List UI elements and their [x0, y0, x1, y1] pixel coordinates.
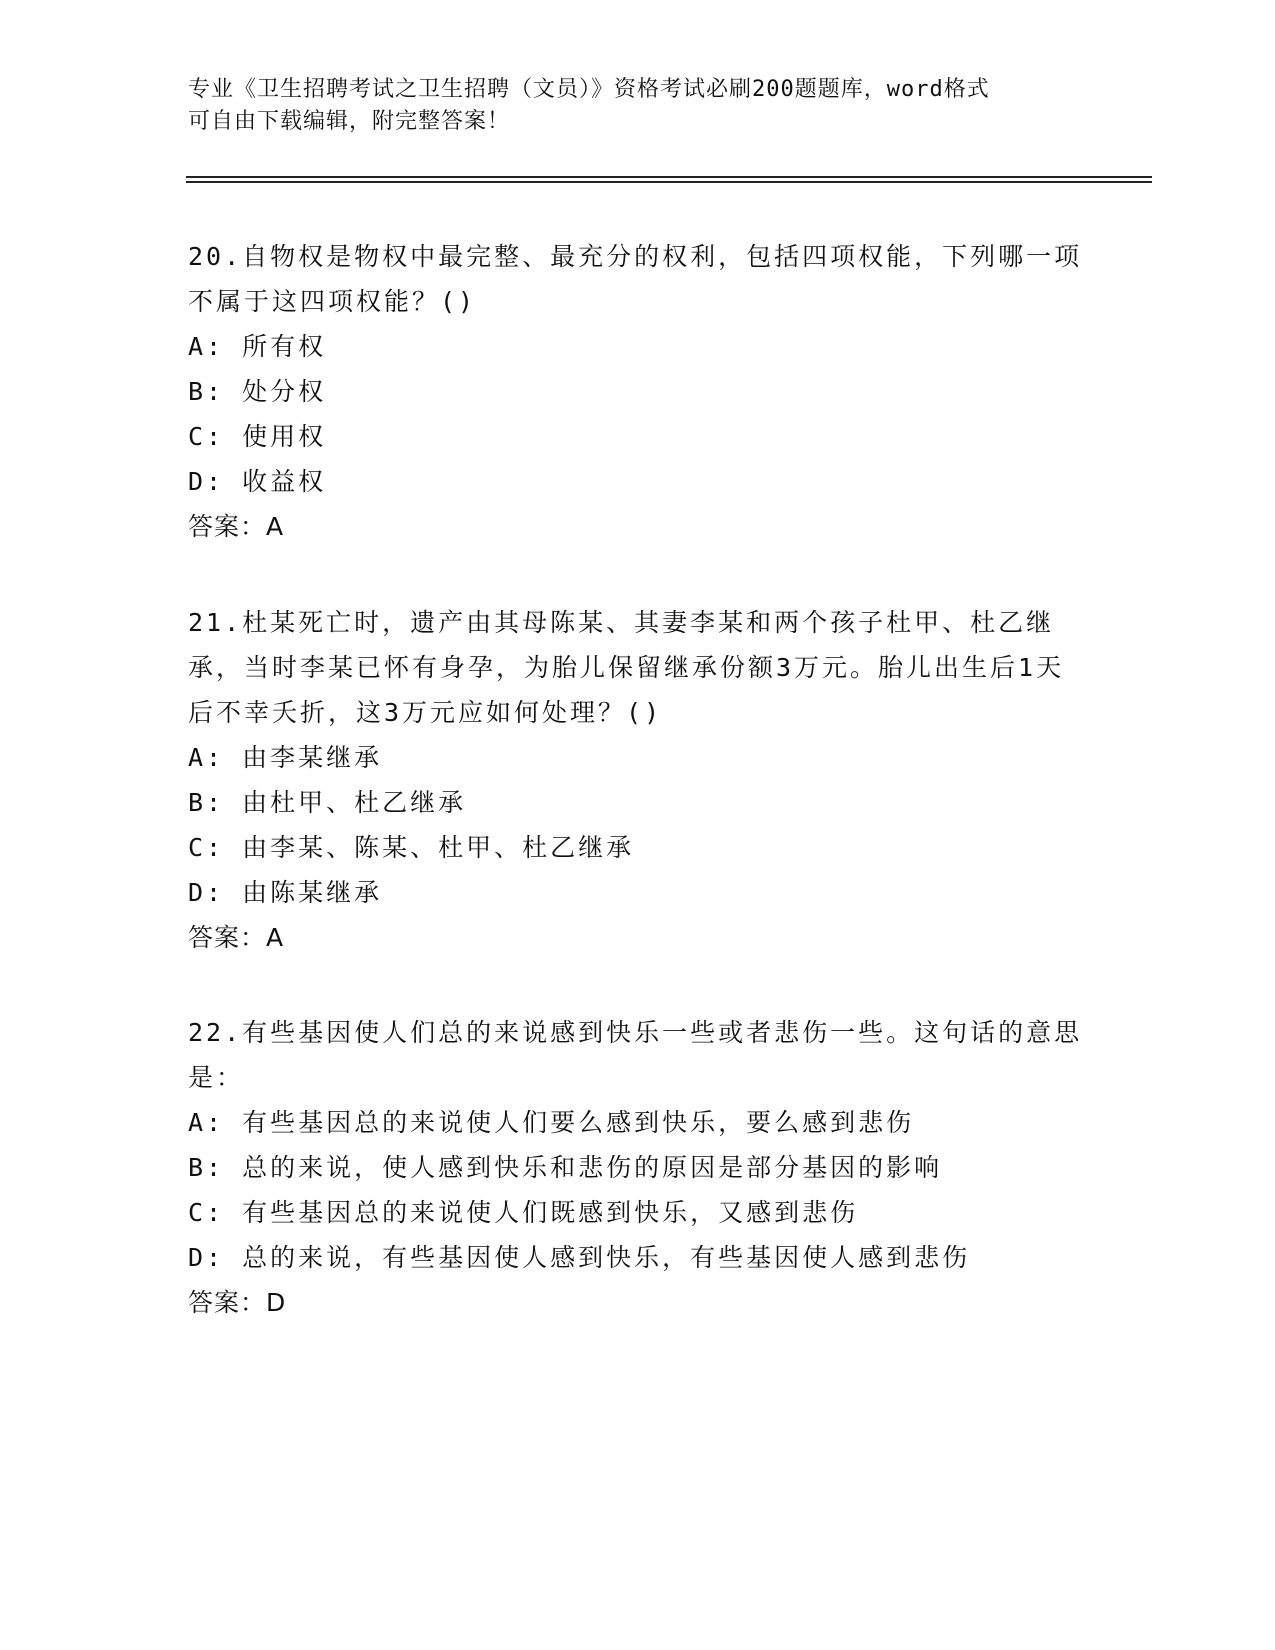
option-a: A: 所有权 — [188, 332, 327, 361]
option-c: C: 使用权 — [188, 422, 327, 451]
option-b: B: 处分权 — [188, 377, 327, 406]
answer-value: A — [266, 512, 285, 541]
header-line-2: 可自由下载编辑，附完整答案！ — [188, 109, 511, 134]
option-b: B: 总的来说，使人感到快乐和悲伤的原因是部分基因的影响 — [188, 1153, 943, 1182]
option-d: D: 收益权 — [188, 467, 327, 496]
header-line-1: 专业《卫生招聘考试之卫生招聘（文员）》资格考试必刷200题题库，word格式 — [188, 77, 990, 102]
document-header — [188, 74, 1068, 138]
answer-label: 答案： — [188, 512, 267, 541]
answer-line — [188, 915, 1088, 960]
question-stem: 22.有些基因使人们总的来说感到快乐一些或者悲伤一些。这句话的意思是： — [188, 1018, 1083, 1092]
answer-value: A — [266, 923, 285, 952]
answer-line — [188, 1280, 1088, 1325]
question-stem: 21.杜某死亡时，遗产由其母陈某、其妻李某和两个孩子杜甲、杜乙继承，当时李某已怀有身孕，为胎儿保留继承份额3万元。胎儿出生后1天后不幸夭折，这3万元应如何处理？() — [188, 608, 1065, 727]
option-a: A: 由李某继承 — [188, 743, 383, 772]
answer-label: 答案： — [188, 1288, 267, 1317]
option-d: D: 总的来说，有些基因使人感到快乐，有些基因使人感到悲伤 — [188, 1243, 971, 1272]
option-c: C: 由李某、陈某、杜甲、杜乙继承 — [188, 833, 635, 862]
option-b: B: 由杜甲、杜乙继承 — [188, 788, 467, 817]
option-c: C: 有些基因总的来说使人们既感到快乐，又感到悲伤 — [188, 1198, 859, 1227]
option-a: A: 有些基因总的来说使人们要么感到快乐，要么感到悲伤 — [188, 1108, 915, 1137]
question-stem: 20.自物权是物权中最完整、最充分的权利，包括四项权能，下列哪一项不属于这四项权能？() — [188, 242, 1083, 316]
header-divider-top — [186, 176, 1152, 178]
question-21 — [188, 600, 1088, 960]
answer-line — [188, 504, 1088, 549]
question-22 — [188, 1010, 1088, 1325]
answer-value: D — [266, 1288, 287, 1317]
option-d: D: 由陈某继承 — [188, 878, 383, 907]
header-divider-bottom — [186, 181, 1152, 183]
question-20 — [188, 234, 1088, 549]
answer-label: 答案： — [188, 923, 267, 952]
